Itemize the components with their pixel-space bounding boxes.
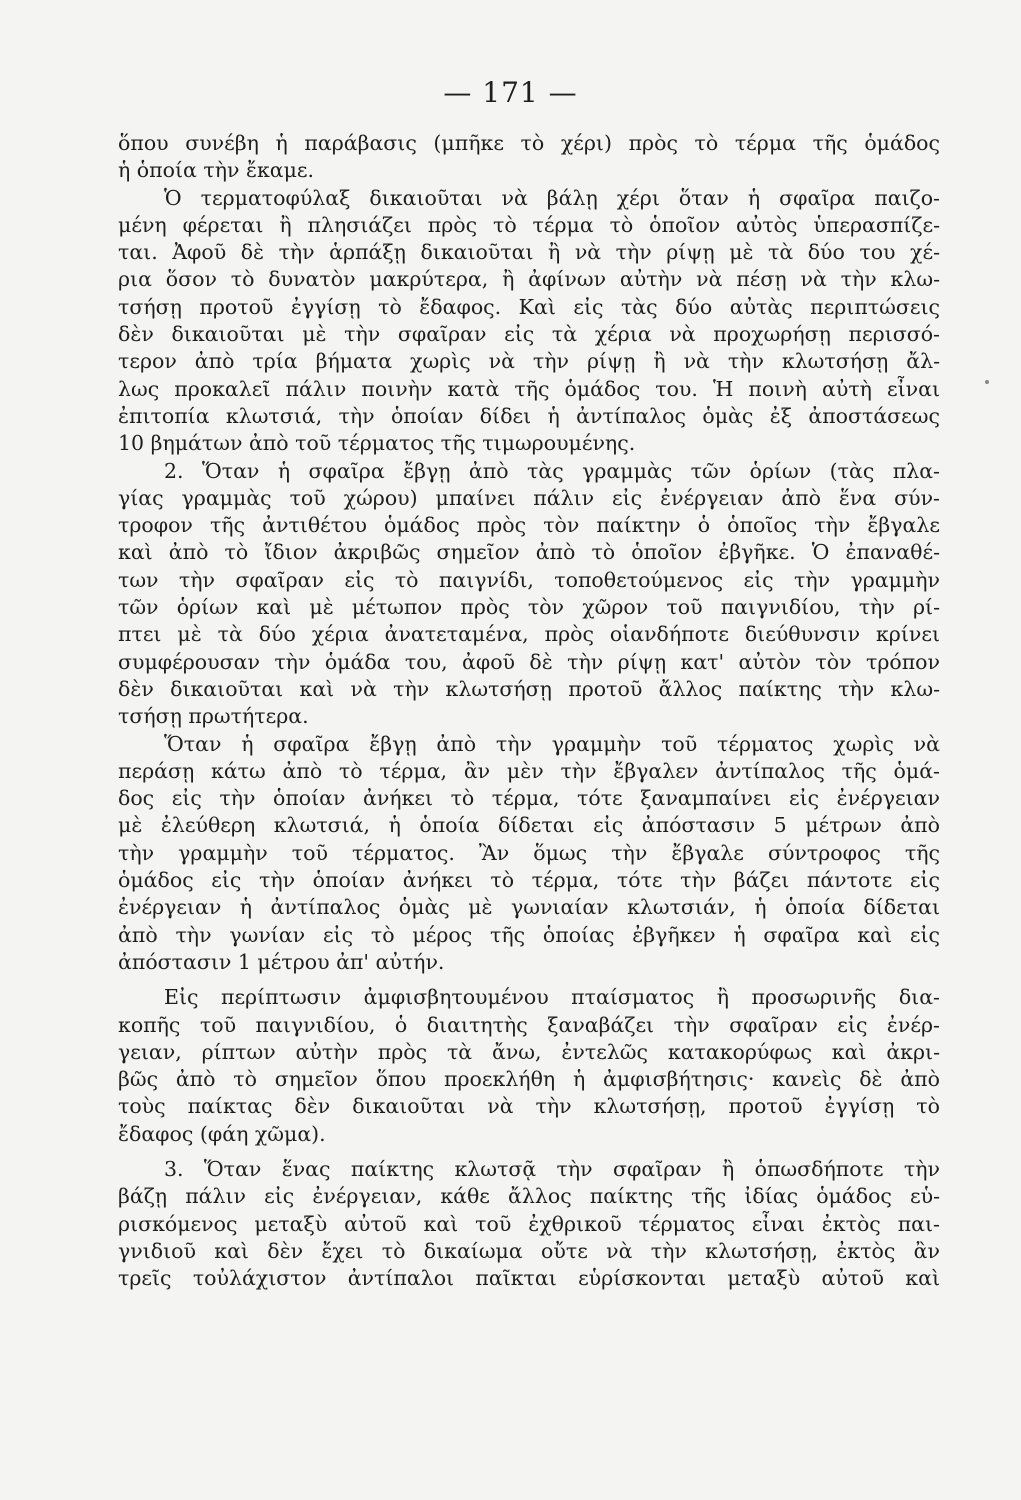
text-line: γνιδιοῦ καὶ δὲν ἔχει τὸ δικαίωμα οὔτε νὰ τὴν κλωτσήσῃ, ἐκτὸς ἂν	[118, 1238, 940, 1263]
text-line: ἀπόστασιν 1 μέτρου ἀπ' αὐτήν.	[118, 949, 445, 974]
text-line: δος εἰς τὴν ὁποίαν ἀνήκει τὸ τέρμα, τότε ξαναμπαίνει εἰς ἐνέργειαν	[118, 786, 940, 811]
text-line: Ὅταν ἡ σφαῖρα ἔβγῃ ἀπὸ τὴν γραμμὴν τοῦ τέρματος χωρὶς νὰ	[164, 731, 940, 756]
text-line: δὲν δικαιοῦται μὲ τὴν σφαῖραν εἰς τὰ χέρια νὰ προχωρήσῃ περισσό-	[118, 322, 940, 347]
text-line: 3. Ὅταν ἕνας παίκτης κλωτσᾷ τὴν σφαῖραν ἢ ὁπωσδήποτε τὴν	[164, 1156, 940, 1181]
text-line: των τὴν σφαῖραν εἰς τὸ παιγνίδι, τοποθετούμενος εἰς τὴν γραμμὴν	[118, 567, 940, 592]
page-number: — 171 —	[443, 76, 578, 109]
text-line: 10 βημάτων ἀπὸ τοῦ τέρματος τῆς τιμωρουμένης.	[118, 431, 636, 456]
text-line: τσήσῃ προτοῦ ἐγγίσῃ τὸ ἔδαφος. Καὶ εἰς τὰς δύο αὐτὰς περιπτώσεις	[118, 294, 940, 319]
text-line: βῶς ἀπὸ τὸ σημεῖον ὅπου προεκλήθη ἡ ἀμφισβήτησις· κανεὶς δὲ ἀπὸ	[118, 1067, 940, 1092]
text-line: ἐπιτοπία κλωτσιά, τὴν ὁποίαν δίδει ἡ ἀντίπαλος ὁμὰς ἐξ ἀποστάσεως	[118, 403, 940, 428]
text-line: ὁμάδος εἰς τὴν ὁποίαν ἀνήκει τὸ τέρμα, τότε τὴν βάζει πάντοτε εἰς	[118, 868, 940, 893]
text-line: λως προκαλεῖ πάλιν ποινὴν κατὰ τῆς ὁμάδος του. Ἡ ποινὴ αὐτὴ εἶναι	[118, 376, 940, 401]
text-line: δὲν δικαιοῦται καὶ νὰ τὴν κλωτσήσῃ προτοῦ ἄλλος παίκτης τὴν κλω-	[118, 676, 940, 701]
text-line: τροφον τῆς ἀντιθέτου ὁμάδος πρὸς τὸν παίκτην ὁ ὁποῖος τὴν ἔβγαλε	[118, 513, 940, 538]
text-line: τσήσῃ πρωτήτερα.	[118, 704, 309, 729]
text-line: ἀπὸ τὴν γωνίαν εἰς τὸ μέρος τῆς ὁποίας ἐβγῆκεν ἡ σφαῖρα καὶ εἰς	[118, 922, 940, 947]
text-line: μὲ ἐλεύθερη κλωτσιά, ἡ ὁποία δίδεται εἰς ἀπόστασιν 5 μέτρων ἀπὸ	[118, 813, 940, 838]
text-line: κοπῆς τοῦ παιγνιδίου, ὁ διαιτητὴς ξαναβάζει τὴν σφαῖραν εἰς ἐνέρ-	[118, 1012, 940, 1037]
text-line: καὶ ἀπὸ τὸ ἴδιον ἀκριβῶς σημεῖον ἀπὸ τὸ ὁποῖον ἐβγῆκε. Ὁ ἐπαναθέ-	[118, 540, 940, 565]
text-line: ρια ὅσον τὸ δυνατὸν μακρύτερα, ἢ ἀφίνων αὐτὴν νὰ πέσῃ νὰ τὴν κλω-	[118, 267, 940, 292]
text-line: ὅπου συνέβη ἡ παράβασις (μπῆκε τὸ χέρι) πρὸς τὸ τέρμα τῆς ὁμάδος	[118, 131, 940, 155]
text-line: περάσῃ κάτω ἀπὸ τὸ τέρμα, ἂν μὲν τὴν ἔβγαλεν ἀντίπαλος τῆς ὁμά-	[118, 758, 940, 783]
text-line: βάζῃ πάλιν εἰς ἐνέργειαν, κάθε ἄλλος παίκτης τῆς ἰδίας ὁμάδος εὑ-	[118, 1184, 940, 1209]
text-line: γειαν, ρίπτων αὐτὴν πρὸς τὰ ἄνω, ἐντελῶς κατακορύφως καὶ ἀκρι-	[118, 1039, 940, 1064]
text-line: ἡ ὁποία τὴν ἔκαμε.	[118, 158, 315, 183]
text-line: τῶν ὁρίων καὶ μὲ μέτωπον πρὸς τὸν χῶρον τοῦ παιγνιδίου, τὴν ρί-	[118, 595, 940, 620]
text-line: μένη φέρεται ἢ πλησιάζει πρὸς τὸ τέρμα τὸ ὁποῖον αὐτὸς ὑπερασπίζε-	[118, 212, 940, 237]
body-text	[118, 130, 940, 1292]
text-line: τοὺς παίκτας δὲν δικαιοῦται νὰ τὴν κλωτσήσῃ, προτοῦ ἐγγίσῃ τὸ	[118, 1094, 940, 1119]
text-line: τερον ἀπὸ τρία βήματα χωρὶς νὰ τὴν ρίψῃ ἢ νὰ τὴν κλωτσήσῃ ἄλ-	[118, 349, 940, 374]
text-line: ρισκόμενος μεταξὺ αὐτοῦ καὶ τοῦ ἐχθρικοῦ τέρματος εἶναι ἐκτὸς παι-	[118, 1211, 940, 1236]
text-line: ται. Ἀφοῦ δὲ τὴν ἁρπάξῃ δικαιοῦται ἢ νὰ τὴν ρίψῃ μὲ τὰ δύο του χέ-	[118, 240, 940, 265]
text-line: πτει μὲ τὰ δύο χέρια ἀνατεταμένα, πρὸς οἱανδήποτε διεύθυνσιν κρίνει	[118, 622, 940, 647]
text-line: γίας γραμμὰς τοῦ χώρου) μπαίνει πάλιν εἰς ἐνέργειαν ἀπὸ ἕνα σύν-	[118, 485, 940, 510]
paper-speck	[985, 380, 989, 384]
text-line: Εἰς περίπτωσιν ἀμφισβητουμένου πταίσματος ἢ προσωρινῆς δια-	[164, 985, 940, 1010]
text-line: συμφέρουσαν τὴν ὁμάδα του, ἀφοῦ δὲ τὴν ρίψῃ κατ' αὐτὸν τὸν τρόπον	[118, 649, 940, 674]
text-line: ἐνέργειαν ἡ ἀντίπαλος ὁμὰς μὲ γωνιαίαν κλωτσιάν, ἡ ὁποία δίδεται	[118, 895, 940, 920]
text-line: ἔδαφος (φάη χῶμα).	[118, 1121, 326, 1146]
text-line: τὴν γραμμὴν τοῦ τέρματος. Ἂν ὅμως τὴν ἔβγαλε σύντροφος τῆς	[118, 840, 940, 865]
text-line: Ὁ τερματοφύλαξ δικαιοῦται νὰ βάλῃ χέρι ὅταν ἡ σφαῖρα παιζο-	[164, 185, 940, 210]
text-line: τρεῖς τοὐλάχιστον ἀντίπαλοι παῖκται εὑρίσκονται μεταξὺ αὐτοῦ καὶ	[118, 1266, 940, 1291]
text-line: 2. Ὅταν ἡ σφαῖρα ἔβγῃ ἀπὸ τὰς γραμμὰς τῶν ὁρίων (τὰς πλα-	[164, 458, 940, 483]
